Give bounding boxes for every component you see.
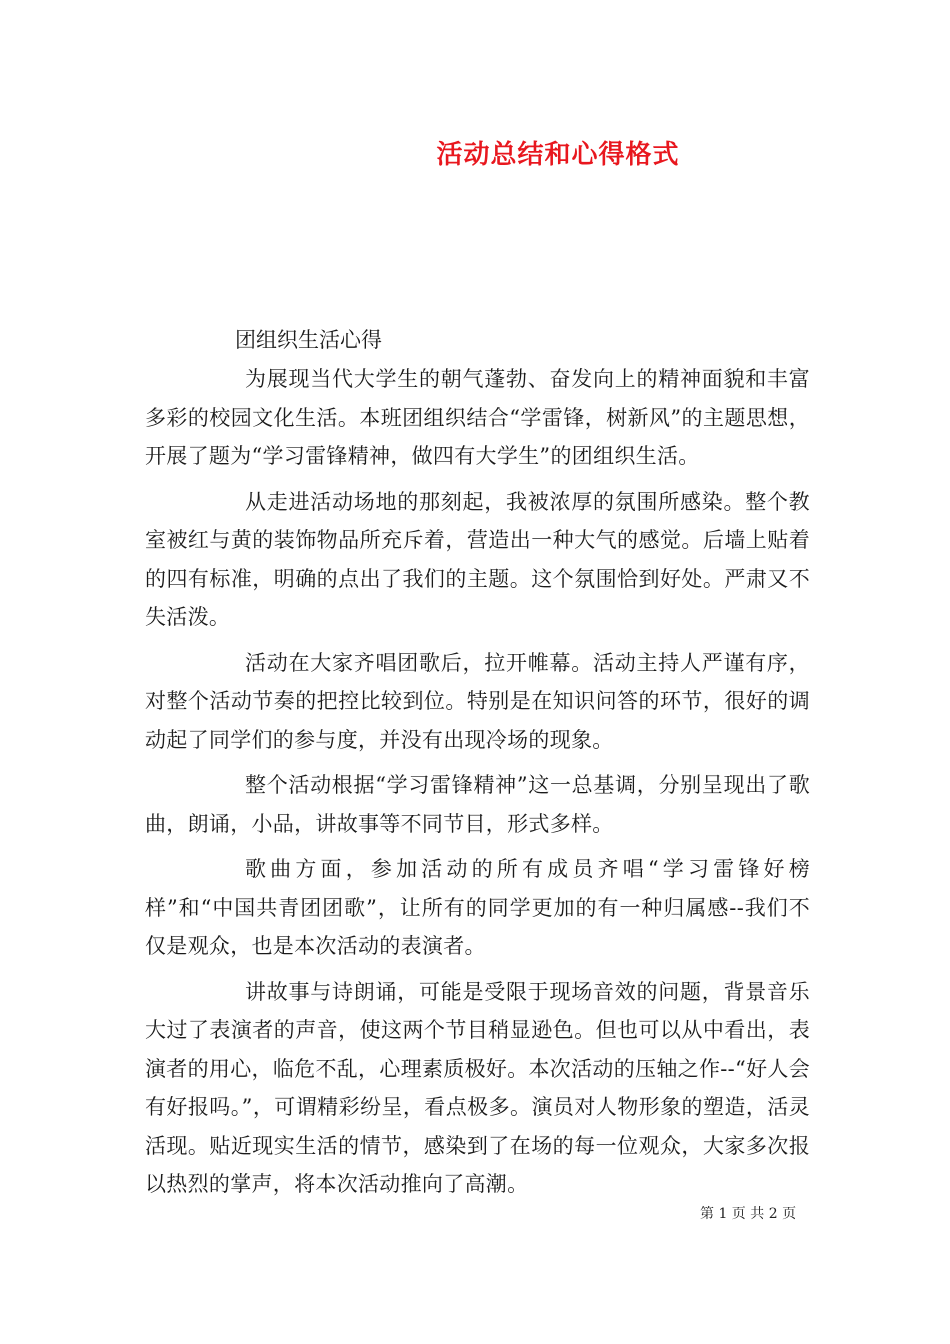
paragraph: 活动在大家齐唱团歌后，拉开帷幕。活动主持人严谨有序，对整个活动节奏的把控比较到位。特别是在知识问答的环节，很好的调动起了同学们的参与度，并没有出现冷场的现象。 — [145, 650, 810, 752]
paragraph: 从走进活动场地的那刻起，我被浓厚的氛围所感染。整个教室被红与黄的装饰物品所充斥着，营造出一种大气的感觉。后墙上贴着的四有标准，明确的点出了我们的主题。这个氛围恰到好处。严肃又不失活泼。 — [145, 489, 810, 629]
paragraph: 歌曲方面，参加活动的所有成员齐唱“学习雷锋好榜样”和“中国共青团团歌”，让所有的同学更加的有一种归属感--我们不仅是观众，也是本次活动的表演者。 — [145, 857, 810, 958]
paragraph: 为展现当代大学生的朝气蓬勃、奋发向上的精神面貌和丰富多彩的校园文化生活。本班团组织结合“学雷锋，树新风”的主题思想，开展了题为“学习雷锋精神，做四有大学生”的团组织生活。 — [145, 367, 810, 468]
document-title: 活动总结和心得格式 — [436, 140, 680, 170]
paragraph: 整个活动根据“学习雷锋精神”这一总基调，分别呈现出了歌曲，朗诵，小品，讲故事等不同节目，形式多样。 — [145, 773, 810, 836]
section-heading: 团组织生活心得 — [235, 328, 382, 352]
document-body — [145, 360, 810, 1211]
page-number-footer: 第 1 页 共 2 页 — [700, 1206, 797, 1222]
paragraph: 讲故事与诗朗诵，可能是受限于现场音效的问题，背景音乐大过了表演者的声音，使这两个节目稍显逊色。但也可以从中看出，表演者的用心，临危不乱，心理素质极好。本次活动的压轴之作--“好人会有好报吗。”，可谓精彩纷呈，看点极多。演员对人物形象的塑造，活灵活现。贴近现实生活的情节，感染到了在场的每一位观众，大家多次报以热烈的掌声，将本次活动推向了高潮。 — [145, 979, 810, 1196]
